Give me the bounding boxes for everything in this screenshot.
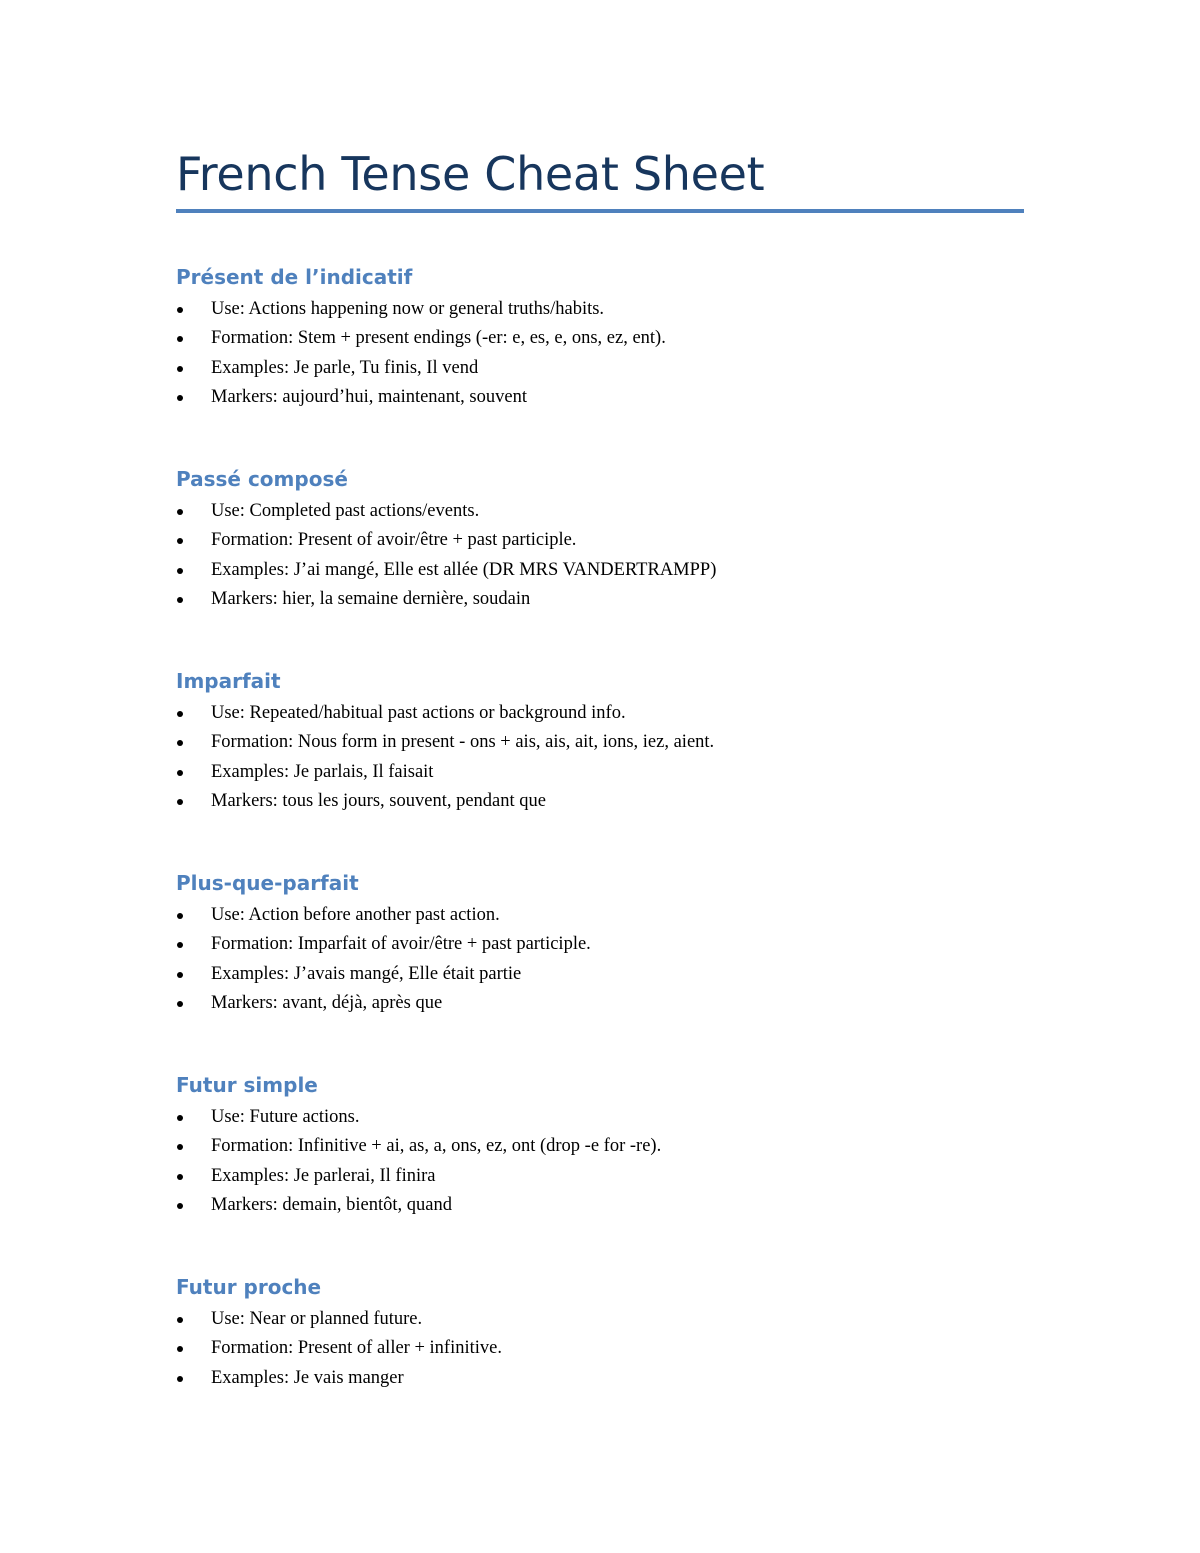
list-item	[176, 960, 1036, 989]
bullet-icon	[177, 770, 183, 776]
list-item	[176, 1162, 1036, 1191]
list-item-text: Use: Future actions.	[211, 1107, 360, 1127]
bullet-icon	[177, 366, 183, 372]
list-item-text: Examples: J’avais mangé, Elle était partie	[211, 963, 522, 984]
list-item-text: Formation: Nous form in present - ons + ais, ais, ait, ions, iez, aient.	[211, 732, 715, 753]
list-item	[176, 1191, 1036, 1220]
bullet-icon	[177, 538, 183, 544]
bullet-icon	[177, 972, 183, 978]
list-item	[176, 930, 1036, 959]
list-item-text: Examples: Je parle, Tu finis, Il vend	[211, 357, 479, 378]
list-item	[176, 728, 1036, 757]
list-item	[176, 758, 1036, 787]
bullet-list	[176, 901, 1036, 1018]
section-heading: Imparfait	[176, 669, 281, 693]
list-item-text: Examples: Je parlais, Il faisait	[211, 761, 434, 782]
document-title: French Tense Cheat Sheet	[176, 147, 765, 201]
list-item-text: Formation: Stem + present endings (-er: e, es, e, ons, ez, ent).	[211, 328, 666, 349]
list-item	[176, 1132, 1036, 1161]
section-futur-simple	[176, 1071, 1036, 1220]
bullet-icon	[177, 1115, 183, 1121]
bullet-icon	[177, 740, 183, 746]
bullet-list	[176, 295, 1036, 412]
list-item-text: Markers: aujourd’hui, maintenant, souvent	[211, 386, 527, 407]
bullet-icon	[177, 1317, 183, 1323]
bullet-icon	[177, 1376, 183, 1382]
list-item-text: Formation: Present of avoir/être + past participle.	[211, 530, 577, 551]
list-item-text: Use: Action before another past action.	[211, 905, 500, 925]
list-item-text: Use: Completed past actions/events.	[211, 501, 480, 521]
list-item-text: Examples: J’ai mangé, Elle est allée (DR MRS VANDERTRAMPP)	[211, 559, 717, 580]
list-item	[176, 989, 1036, 1018]
list-item	[176, 497, 1036, 526]
section-futur-proche	[176, 1273, 1036, 1393]
bullet-icon	[177, 336, 183, 342]
bullet-icon	[177, 1203, 183, 1209]
list-item	[176, 787, 1036, 816]
list-item-text: Formation: Imparfait of avoir/être + past participle.	[211, 934, 591, 955]
list-item-text: Examples: Je vais manger	[211, 1367, 404, 1388]
list-item-text: Formation: Infinitive + ai, as, a, ons, ez, ont (drop -e for -re).	[211, 1136, 662, 1157]
bullet-icon	[177, 568, 183, 574]
list-item	[176, 585, 1036, 614]
section-present	[176, 263, 1036, 412]
bullet-icon	[177, 1174, 183, 1180]
list-item	[176, 295, 1036, 324]
bullet-list	[176, 1305, 1036, 1393]
bullet-icon	[177, 1001, 183, 1007]
bullet-icon	[177, 597, 183, 603]
list-item-text: Markers: hier, la semaine dernière, soudain	[211, 588, 531, 609]
title-underline	[176, 209, 1024, 213]
bullet-icon	[177, 942, 183, 948]
section-heading: Plus-que-parfait	[176, 871, 359, 895]
list-item-text: Formation: Present of aller + infinitive.	[211, 1338, 502, 1359]
bullet-list	[176, 699, 1036, 816]
list-item	[176, 354, 1036, 383]
section-heading: Présent de l’indicatif	[176, 265, 413, 289]
bullet-icon	[177, 307, 183, 313]
list-item-text: Use: Repeated/habitual past actions or background info.	[211, 703, 626, 723]
section-heading: Futur simple	[176, 1073, 318, 1097]
list-item	[176, 1103, 1036, 1132]
bullet-list	[176, 1103, 1036, 1220]
bullet-icon	[177, 913, 183, 919]
list-item	[176, 526, 1036, 555]
bullet-icon	[177, 711, 183, 717]
bullet-icon	[177, 395, 183, 401]
list-item	[176, 1364, 1036, 1393]
list-item-text: Use: Actions happening now or general truths/habits.	[211, 299, 605, 319]
list-item-text: Examples: Je parlerai, Il finira	[211, 1165, 436, 1186]
list-item	[176, 1305, 1036, 1334]
list-item-text: Markers: tous les jours, souvent, pendant que	[211, 790, 546, 811]
list-item	[176, 324, 1036, 353]
list-item	[176, 1334, 1036, 1363]
section-heading: Passé composé	[176, 467, 348, 491]
list-item	[176, 556, 1036, 585]
list-item	[176, 699, 1036, 728]
section-passe-compose	[176, 465, 1036, 614]
list-item-text: Markers: demain, bientôt, quand	[211, 1194, 452, 1215]
list-item-text: Markers: avant, déjà, après que	[211, 992, 443, 1013]
bullet-icon	[177, 1346, 183, 1352]
section-imparfait	[176, 667, 1036, 816]
list-item	[176, 383, 1036, 412]
section-heading: Futur proche	[176, 1275, 322, 1299]
bullet-icon	[177, 509, 183, 515]
bullet-icon	[177, 799, 183, 805]
bullet-icon	[177, 1144, 183, 1150]
list-item-text: Use: Near or planned future.	[211, 1309, 423, 1329]
list-item	[176, 901, 1036, 930]
section-plus-que-parfait	[176, 869, 1036, 1018]
bullet-list	[176, 497, 1036, 614]
